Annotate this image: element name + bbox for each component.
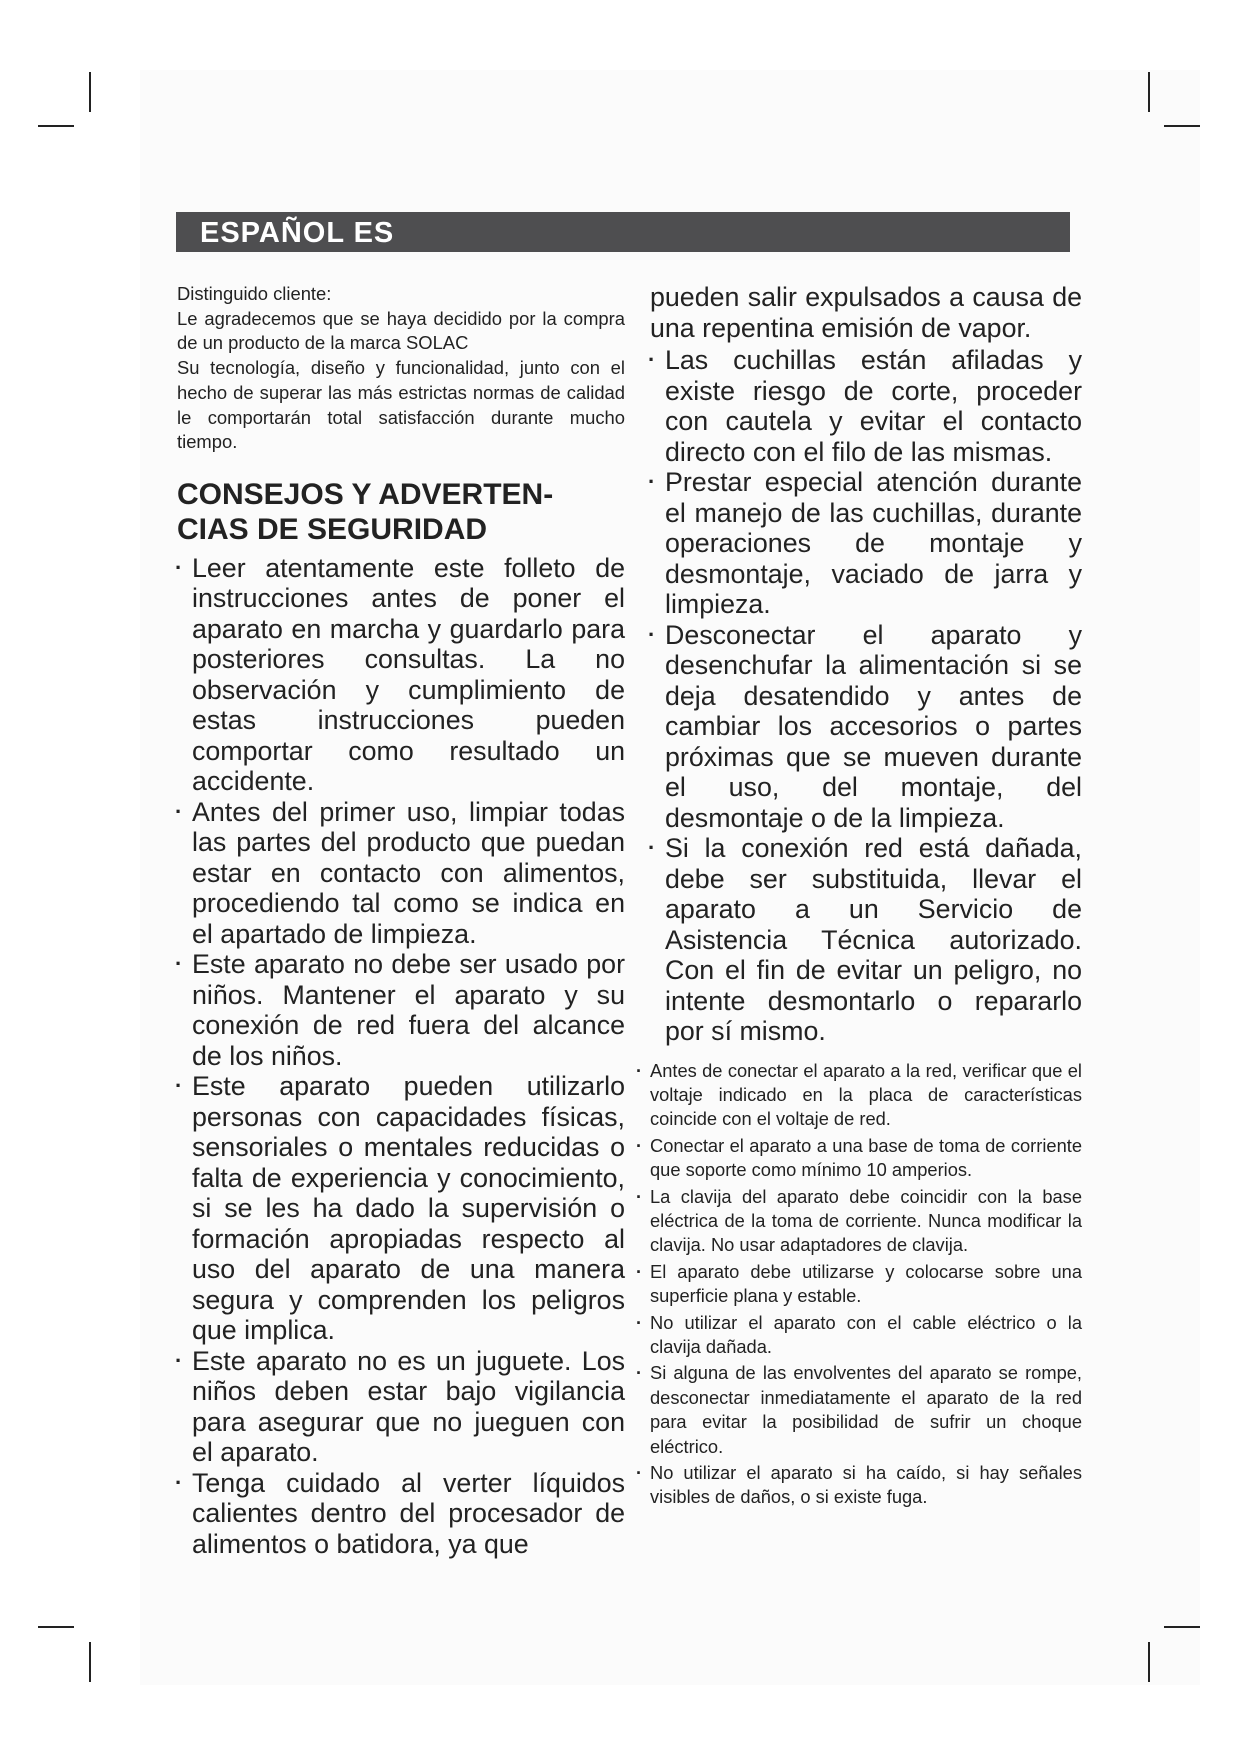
- safety-title-line-2: CIAS DE SEGURIDAD: [177, 512, 488, 546]
- crop-mark-top-right-vertical: [1148, 72, 1150, 112]
- safety-small-item: · Conectar el aparato a una base de toma de corriente que soporte como mínimo 10 amperios.: [650, 1134, 1082, 1183]
- safety-small-item: · Si alguna de las envolventes del aparato se rompe, desconectar inmediatamente el aparato de la red para evitar la posibilidad de sufrir un choque eléctrico.: [650, 1361, 1082, 1459]
- safety-small-item: · Antes de conectar el aparato a la red, verificar que el voltaje indicado en la placa de características coincide con el voltaje de red.: [650, 1059, 1082, 1132]
- crop-mark-top-right-horizontal: [1164, 125, 1200, 127]
- language-header-title: ESPAÑOL ES: [200, 217, 395, 249]
- safety-item-continuation: pueden salir expulsados a causa de una repentina emisión de vapor.: [650, 282, 1082, 343]
- safety-item: · Leer atentamente este folleto de instrucciones antes de poner el aparato en marcha y guardarlo para posteriores consultas. La no observación y cumplimiento de estas instrucciones pueden comportar como resultado un accidente.: [177, 553, 625, 797]
- safety-item: · Este aparato pueden utilizarlo personas con capacidades físicas, sensoriales o mentales reducidas o falta de experiencia y conocimiento, si se les ha dado la supervisión o formación apropiadas respecto al uso del aparato de una manera segura y comprenden los peligros que implica.: [177, 1071, 625, 1346]
- crop-mark-bottom-right-vertical: [1148, 1642, 1150, 1682]
- safety-item: · Prestar especial atención durante el manejo de las cuchillas, durante operaciones de montaje y desmontaje, vaciado de jarra y limpieza.: [650, 467, 1082, 620]
- language-header-bar: [176, 212, 1070, 252]
- safety-list-right: [650, 345, 1082, 1047]
- crop-mark-bottom-right-horizontal: [1164, 1626, 1200, 1628]
- intro-paragraph-1: Le agradecemos que se haya decidido por la compra de un producto de la marca SOLAC: [177, 307, 625, 354]
- left-column: [177, 282, 625, 1559]
- intro-greeting: Distinguido cliente:: [177, 283, 332, 304]
- safety-item: · Tenga cuidado al verter líquidos calientes dentro del procesador de alimentos o batidora, ya que: [177, 1468, 625, 1560]
- crop-mark-top-left-horizontal: [38, 125, 74, 127]
- crop-mark-bottom-left-horizontal: [38, 1626, 74, 1628]
- crop-mark-top-left-vertical: [89, 72, 91, 112]
- safety-item: · Este aparato no debe ser usado por niños. Mantener el aparato y su conexión de red fuera del alcance de los niños.: [177, 949, 625, 1071]
- intro-block: [177, 282, 625, 455]
- safety-item: · Desconectar el aparato y desenchufar la alimentación si se deja desatendido y antes de cambiar los accesorios o partes próximas que se mueven durante el uso, del montaje, del desmontaje o de la limpieza.: [650, 620, 1082, 834]
- safety-small-item: · El aparato debe utilizarse y colocarse sobre una superficie plana y estable.: [650, 1260, 1082, 1309]
- safety-small-item: · No utilizar el aparato si ha caído, si hay señales visibles de daños, o si existe fuga.: [650, 1461, 1082, 1510]
- safety-item: · Si la conexión red está dañada, debe ser substituida, llevar el aparato a un Servicio de Asistencia Técnica autorizado. Con el fin de evitar un peligro, no intente desmontarlo o repararlo por sí mismo.: [650, 833, 1082, 1047]
- safety-item: · Este aparato no es un juguete. Los niños deben estar bajo vigilancia para asegurar que no jueguen con el aparato.: [177, 1346, 625, 1468]
- safety-small-item: · La clavija del aparato debe coincidir con la base eléctrica de la toma de corriente. Nunca modificar la clavija. No usar adaptadores de clavija.: [650, 1185, 1082, 1258]
- safety-small-item: · No utilizar el aparato con el cable eléctrico o la clavija dañada.: [650, 1311, 1082, 1360]
- safety-section-title: [177, 477, 625, 547]
- intro-paragraph-2: Su tecnología, diseño y funcionalidad, junto con el hecho de superar las más estrictas normas de calidad le comportarán total satisfacción durante mucho tiempo.: [177, 357, 625, 453]
- safety-title-line-1: CONSEJOS Y ADVERTEN-: [177, 477, 554, 511]
- crop-mark-bottom-left-vertical: [89, 1642, 91, 1682]
- safety-item: · Las cuchillas están afiladas y existe riesgo de corte, proceder con cautela y evitar el contacto directo con el filo de las mismas.: [650, 345, 1082, 467]
- safety-list-small: [650, 1059, 1082, 1510]
- safety-list-left: [177, 553, 625, 1560]
- safety-item: · Antes del primer uso, limpiar todas las partes del producto que puedan estar en contacto con alimentos, procediendo tal como se indica en el apartado de limpieza.: [177, 797, 625, 950]
- right-column: [650, 282, 1082, 1512]
